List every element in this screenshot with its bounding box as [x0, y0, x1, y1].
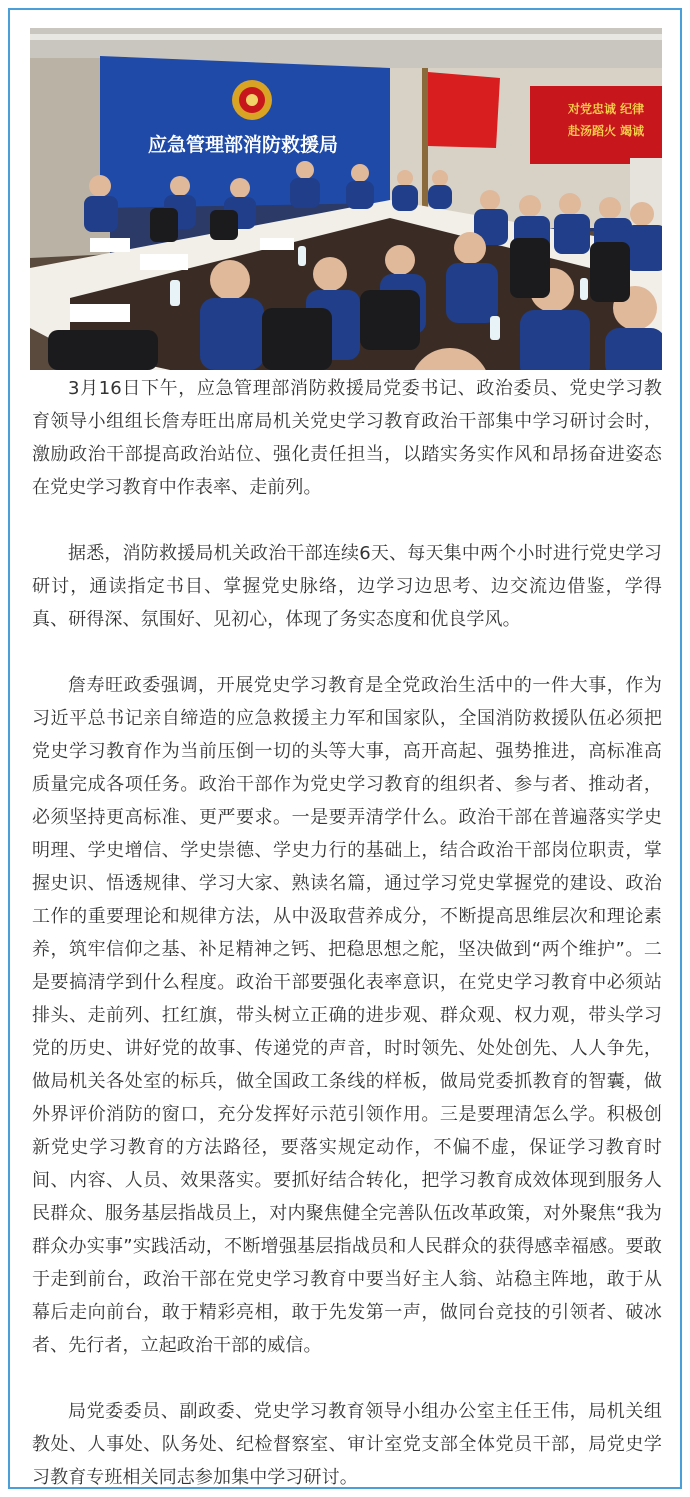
flag-icon: [428, 72, 500, 148]
meeting-photo-drawing: [30, 28, 662, 370]
article-body: [32, 372, 662, 1494]
wall-sign: 应急管理部消防救援局: [148, 134, 339, 156]
paragraph-speech: 詹寿旺政委强调，开展党史学习教育是全党政治生活中的一件大事，作为习近平总书记亲自缔造的应急救援主力军和国家队，全国消防救援队伍必须把党史学习教育作为当前压倒一切的头等大事，高开高起、强势推进，高标准高质量完成各项任务。政治干部作为党史学习教育的组织者、参与者、推动者，必须坚持更高标准、更严要求。一是要弄清学什么。政治干部在普遍落实学史明理、学史增信、学史崇德、学史力行的基础上，结合政治干部岗位职责，掌握史识、悟透规律、学习大家、熟读名篇，通过学习党史掌握党的建设、政治工作的重要理论和规律方法，从中汲取营养成分，不断提高思维层次和理论素养，筑牢信仰之基、补足精神之钙、把稳思想之舵，坚决做到“两个维护”。二是要搞清学到什么程度。政治干部要强化表率意识，在党史学习教育中必须站排头、走前列、扛红旗，带头树立正确的进步观、群众观、权力观，带头学习党的历史、讲好党的故事、传递党的声音，时时领先、处处创先、人人争先，做局机关各处室的标兵，做全国政工条线的样板，做局党委抓教育的智囊，做外界评价消防的窗口，充分发挥好示范引领作用。三是要理清怎么学。积极创新党史学习教育的方法路径，要落实规定动作，不偏不虚，保证学习教育时间、内容、人员、效果落实。要抓好结合转化，把学习教育成效体现到服务人民群众、服务基层指战员上，对内聚焦健全完善队伍改革政策，对外聚焦“我为群众办实事”实践活动，不断增强基层指战员和人民群众的获得感幸福感。要敢于走到前台，政治干部在党史学习教育中要当好主人翁、站稳主阵地，敢于从幕后走向前台，敢于精彩亮相，敢于先发第一声，做同台竞技的引领者、破冰者、先行者，立起政治干部的威信。: [32, 675, 662, 1356]
paragraph-attendees: 局党委委员、副政委、党史学习教育领导小组办公室主任王伟，局机关组教处、人事处、队务处、纪检督察室、审计室党支部全体党员干部，局党史学习教育专班相关同志参加集中学习研讨。: [32, 1401, 662, 1488]
ceiling-light: [30, 34, 662, 40]
paragraph-intro: 3月16日下午，应急管理部消防救援局党委书记、政治委员、党史学习教育领导小组组长詹寿旺出席局机关党史学习教育政治干部集中学习研讨会时，激励政治干部提高政治站位、强化责任担当，以踏实务实作风和昂扬奋进姿态在党史学习教育中作表率、走前列。: [32, 378, 662, 498]
flag-pole: [422, 68, 428, 208]
article-frame: [8, 8, 682, 1489]
banner-line-1: 对党忠诚 纪律: [568, 102, 645, 116]
meeting-photo: [30, 28, 662, 370]
paragraph-background: 据悉，消防救援局机关政治干部连续6天、每天集中两个小时进行党史学习研讨，通读指定书目、掌握党史脉络，边学习边思考、边交流边借鉴，学得真、研得深、氛围好、见初心，体现了务实态度和优良学风。: [32, 543, 662, 630]
banner-line-2: 赴汤蹈火 竭诚: [568, 124, 645, 138]
